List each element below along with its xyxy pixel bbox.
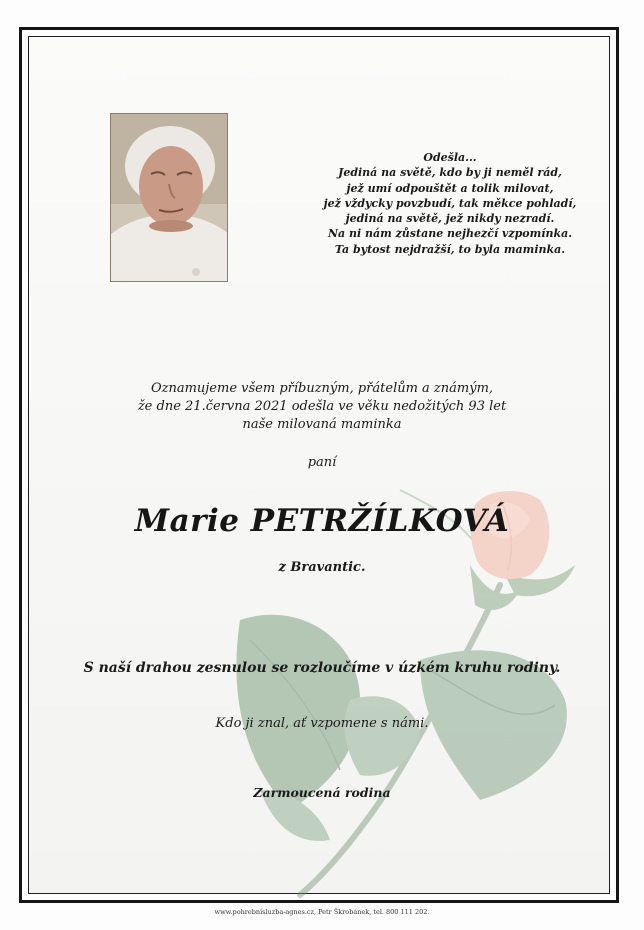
announcement-line: Oznamujeme všem příbuzným, přátelům a známým, [150, 381, 494, 396]
poem-line: Na ni nám zůstane nejhezčí vzpomínka. [327, 227, 573, 241]
farewell-notice: S naší drahou zesnulou se rozloučíme v úzkém kruhu rodiny. [83, 660, 561, 676]
poem-line: jež vždycky povzbudí, tak měkce pohladí, [323, 196, 577, 210]
honorific-title: paní [307, 455, 337, 470]
poem-line: jež umí odpouštět a tolik milovat, [346, 181, 554, 195]
memorial-poem [300, 150, 600, 257]
family-signature: Zarmoucená rodina [253, 785, 391, 800]
poem-line: Odešla... [423, 151, 477, 164]
announcement-line: naše milovaná maminka [242, 417, 402, 432]
death-announcement [90, 380, 554, 434]
deceased-origin: z Bravantic. [278, 560, 366, 575]
deceased-name: Marie PETRŽÍLKOVÁ [134, 503, 510, 539]
deceased-portrait-photo [110, 113, 228, 282]
funeral-service-footer: www.pohrebnisluzba-agnes.cz, Petr Škrobánek, tel. 800 111 202. [214, 908, 430, 916]
poem-line: jediná na světě, jež nikdy nezradí. [345, 212, 555, 226]
announcement-line: že dne 21.června 2021 odešla ve věku nedožitých 93 let [137, 399, 507, 414]
poem-line: Jediná na světě, kdo by ji neměl rád, [338, 166, 562, 180]
remembrance-invitation: Kdo ji znal, ať vzpomene s námi. [215, 716, 429, 731]
poem-line: Ta bytost nejdražší, to byla maminka. [334, 242, 566, 256]
portrait-image [111, 114, 228, 282]
